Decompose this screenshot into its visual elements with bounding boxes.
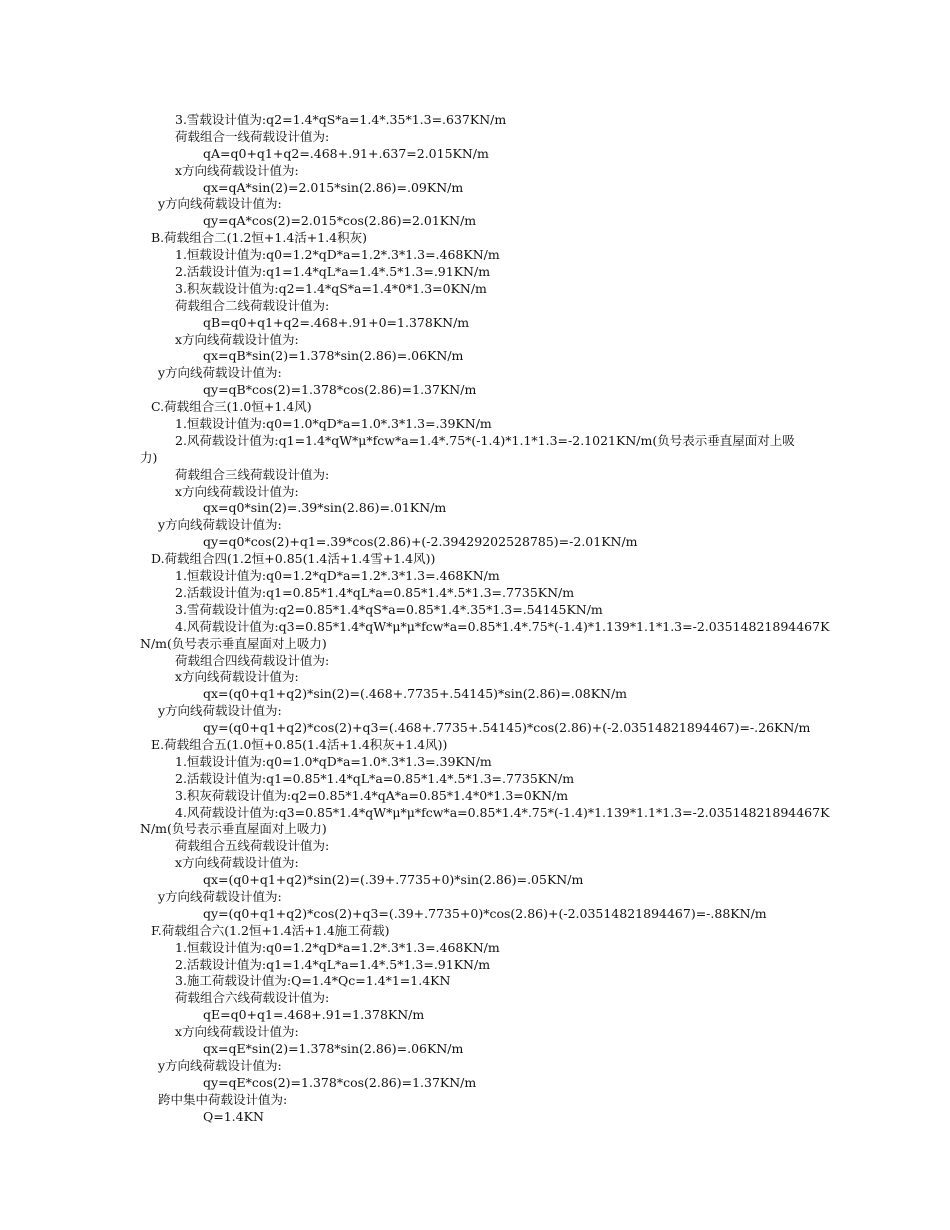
text-line: 荷载组合四线荷载设计值为:: [175, 652, 330, 668]
text-line: qA=q0+q1+q2=.468+.91+.637=2.015KN/m: [203, 145, 489, 161]
text-line: qy=(q0+q1+q2)*cos(2)+q3=(.39+.7735+0)*cos(2.86)+(-2.03514821894467)=-.88KN/m: [203, 905, 767, 921]
text-line: y方向线荷载设计值为:: [158, 1057, 282, 1073]
text-line: qy=q0*cos(2)+q1=.39*cos(2.86)+(-2.39429202528785)=-2.01KN/m: [203, 534, 638, 550]
text-line: x方向线荷载设计值为:: [175, 162, 299, 178]
text-line: x方向线荷载设计值为:: [175, 1024, 299, 1040]
text-line: C.荷载组合三(1.0恒+1.4风): [151, 399, 312, 415]
text-line: qx=qA*sin(2)=2.015*sin(2.86)=.09KN/m: [203, 179, 464, 195]
text-line: E.荷载组合五(1.0恒+0.85(1.4活+1.4积灰+1.4风)): [151, 736, 448, 752]
text-line: N/m(负号表示垂直屋面对上吸力): [140, 635, 327, 651]
text-line: qy=qE*cos(2)=1.378*cos(2.86)=1.37KN/m: [203, 1074, 477, 1090]
text-line: 3.雪荷载设计值为:q2=0.85*1.4*qS*a=0.85*1.4*.35*1.3=.54145KN/m: [175, 601, 603, 617]
text-line: qx=qE*sin(2)=1.378*sin(2.86)=.06KN/m: [203, 1040, 464, 1056]
text-line: 1.恒载设计值为:q0=1.2*qD*a=1.2*.3*1.3=.468KN/m: [175, 247, 500, 263]
text-line: Q=1.4KN: [203, 1108, 264, 1124]
text-line: 4.风荷载设计值为:q3=0.85*1.4*qW*μ*μ*fcw*a=0.85*1.4*.75*(-1.4)*1.139*1.1*1.3=-2.03514821894467K: [175, 804, 830, 820]
text-line: 荷载组合二线荷载设计值为:: [175, 297, 330, 313]
text-line: y方向线荷载设计值为:: [158, 888, 282, 904]
text-line: qB=q0+q1+q2=.468+.91+0=1.378KN/m: [203, 314, 470, 330]
text-line: 2.活载设计值为:q1=0.85*1.4*qL*a=0.85*1.4*.5*1.3=.7735KN/m: [175, 584, 575, 600]
text-line: x方向线荷载设计值为:: [175, 483, 299, 499]
text-line: 4.风荷载设计值为:q3=0.85*1.4*qW*μ*μ*fcw*a=0.85*1.4*.75*(-1.4)*1.139*1.1*1.3=-2.03514821894467K: [175, 618, 830, 634]
text-line: 3.施工荷载设计值为:Q=1.4*Qc=1.4*1=1.4KN: [175, 973, 451, 989]
text-line: 1.恒载设计值为:q0=1.0*qD*a=1.0*.3*1.3=.39KN/m: [175, 416, 492, 432]
text-line: 跨中集中荷载设计值为:: [158, 1091, 288, 1107]
text-line: qx=(q0+q1+q2)*sin(2)=(.468+.7735+.54145)*sin(2.86)=.08KN/m: [203, 686, 628, 702]
text-line: qx=q0*sin(2)=.39*sin(2.86)=.01KN/m: [203, 500, 447, 516]
text-line: 3.雪载设计值为:q2=1.4*qS*a=1.4*.35*1.3=.637KN/m: [175, 112, 507, 127]
text-line: D.荷载组合四(1.2恒+0.85(1.4活+1.4雪+1.4风)): [151, 551, 436, 567]
text-line: qx=qB*sin(2)=1.378*sin(2.86)=.06KN/m: [203, 348, 464, 364]
text-line: 力): [140, 449, 158, 465]
text-line: qE=q0+q1=.468+.91=1.378KN/m: [203, 1007, 425, 1023]
text-line: 2.风荷载设计值为:q1=1.4*qW*μ*fcw*a=1.4*.75*(-1.4)*1.1*1.3=-2.1021KN/m(负号表示垂直屋面对上吸: [175, 432, 795, 448]
text-line: y方向线荷载设计值为:: [158, 517, 282, 533]
text-line: B.荷载组合二(1.2恒+1.4活+1.4积灰): [151, 230, 367, 246]
text-line: 2.活载设计值为:q1=1.4*qL*a=1.4*.5*1.3=.91KN/m: [175, 956, 491, 972]
text-line: x方向线荷载设计值为:: [175, 855, 299, 871]
text-line: qx=(q0+q1+q2)*sin(2)=(.39+.7735+0)*sin(2.86)=.05KN/m: [203, 872, 584, 888]
text-line: y方向线荷载设计值为:: [158, 703, 282, 719]
text-line: qy=(q0+q1+q2)*cos(2)+q3=(.468+.7735+.54145)*cos(2.86)+(-2.03514821894467)=-.26KN/m: [203, 720, 811, 736]
text-line: 3.积灰载设计值为:q2=1.4*qS*a=1.4*0*1.3=0KN/m: [175, 280, 487, 296]
text-line: 2.活载设计值为:q1=1.4*qL*a=1.4*.5*1.3=.91KN/m: [175, 264, 491, 280]
text-line: 荷载组合一线荷载设计值为:: [175, 128, 330, 144]
text-line: x方向线荷载设计值为:: [175, 331, 299, 347]
text-line: F.荷载组合六(1.2恒+1.4活+1.4施工荷载): [151, 922, 390, 938]
text-line: qy=qA*cos(2)=2.015*cos(2.86)=2.01KN/m: [203, 213, 477, 229]
text-line: N/m(负号表示垂直屋面对上吸力): [140, 821, 327, 837]
text-line: 荷载组合六线荷载设计值为:: [175, 990, 330, 1006]
text-line: qy=qB*cos(2)=1.378*cos(2.86)=1.37KN/m: [203, 382, 477, 398]
text-line: 荷载组合五线荷载设计值为:: [175, 838, 330, 854]
text-line: x方向线荷载设计值为:: [175, 669, 299, 685]
text-line: y方向线荷载设计值为:: [158, 365, 282, 381]
text-line: 1.恒载设计值为:q0=1.2*qD*a=1.2*.3*1.3=.468KN/m: [175, 568, 500, 584]
text-line: 1.恒载设计值为:q0=1.2*qD*a=1.2*.3*1.3=.468KN/m: [175, 939, 500, 955]
text-line: 3.积灰荷载设计值为:q2=0.85*1.4*qA*a=0.85*1.4*0*1.3=0KN/m: [175, 787, 569, 803]
text-line: 荷载组合三线荷载设计值为:: [175, 466, 330, 482]
text-line: y方向线荷载设计值为:: [158, 196, 282, 212]
text-line: 2.活载设计值为:q1=0.85*1.4*qL*a=0.85*1.4*.5*1.3=.7735KN/m: [175, 770, 575, 786]
text-line: 1.恒载设计值为:q0=1.0*qD*a=1.0*.3*1.3=.39KN/m: [175, 753, 492, 769]
calculation-document: [0, 112, 950, 1125]
